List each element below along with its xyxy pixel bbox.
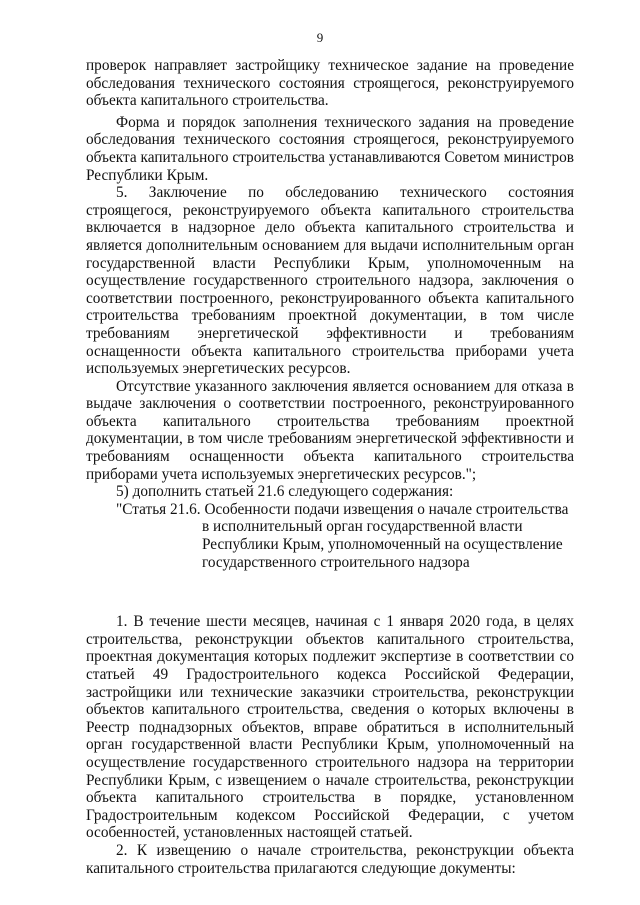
section-spacer [86, 571, 574, 613]
article-heading-line: государственного строительного надзора [202, 553, 470, 571]
paragraph-article-2: 2. К извещению о начале строительства, реконструкции объекта капитального строительства прилагаются следующие документы: [86, 841, 574, 877]
document-body [86, 57, 574, 877]
page-number: 9 [316, 30, 324, 45]
paragraph-amendment-5: 5) дополнить статьей 21.6 следующего содержания: [116, 483, 454, 501]
article-heading-line: "Статья 21.6. Особенности подачи извещения о начале строительства [116, 500, 569, 518]
paragraph-continuation: проверок направляет застройщику техническое задание на проведение обследования технического состояния строящегося, реконструируемого объекта капитального строительства. [86, 57, 574, 110]
article-heading [86, 501, 574, 571]
paragraph-article-1: 1. В течение шести месяцев, начиная с 1 января 2020 года, в целях строительства, реконструкции объектов капитального строительства, проектная документация которых подлежит экспертизе в соответствии со статьей 49 Градостроительного кодекса Российской Федерации, застройщики или технические заказчики строительства, реконструкции объектов капитального строительства, сведения о которых включены в Реестр поднадзорных объектов, вправе обратиться в исполнительный орган государственной власти Республики Крым, уполномоченный на осуществление государственного строительного надзора на территории Республики Крым, с извещением о начале строительства, реконструкции объекта капитального строительства в порядке, установленном Градостроительным кодексом Российской Федерации, с учетом особенностей, установленных настоящей статьей. [86, 613, 574, 842]
article-heading-line: в исполнительный орган государственной власти [202, 518, 523, 536]
paragraph-item-5: 5. Заключение по обследованию технического состояния строящегося, реконструируемого объекта капитального строительства включается в надзорное дело объекта капитального строительства и является дополнительным основанием для выдачи исполнительным орган государственной власти Республики Крым, уполномоченным на осуществление государственного строительного надзора, заключения о соответствии построенного, реконструированного объекта капитального строительства требованиям проектной документации, в том числе требованиям энергетической эффективности и требованиям оснащенности объекта капитального строительства приборами учета используемых энергетических ресурсов. [86, 184, 574, 378]
article-heading-line: Республики Крым, уполномоченный на осуществление [202, 536, 563, 554]
paragraph-absence: Отсутствие указанного заключения является основанием для отказа в выдаче заключения о соответствии построенного, реконструированного объекта капитального строительства требованиям проектной документации, в том числе требованиям энергетической эффективности и требованиям оснащенности объекта капитального строительства приборами учета используемых энергетических ресурсов."; [86, 377, 574, 483]
paragraph-form-order: Форма и порядок заполнения технического задания на проведение обследования технического состояния строящегося, реконструируемого объекта капитального строительства устанавливаются Советом министров Республики Крым. [86, 113, 574, 184]
